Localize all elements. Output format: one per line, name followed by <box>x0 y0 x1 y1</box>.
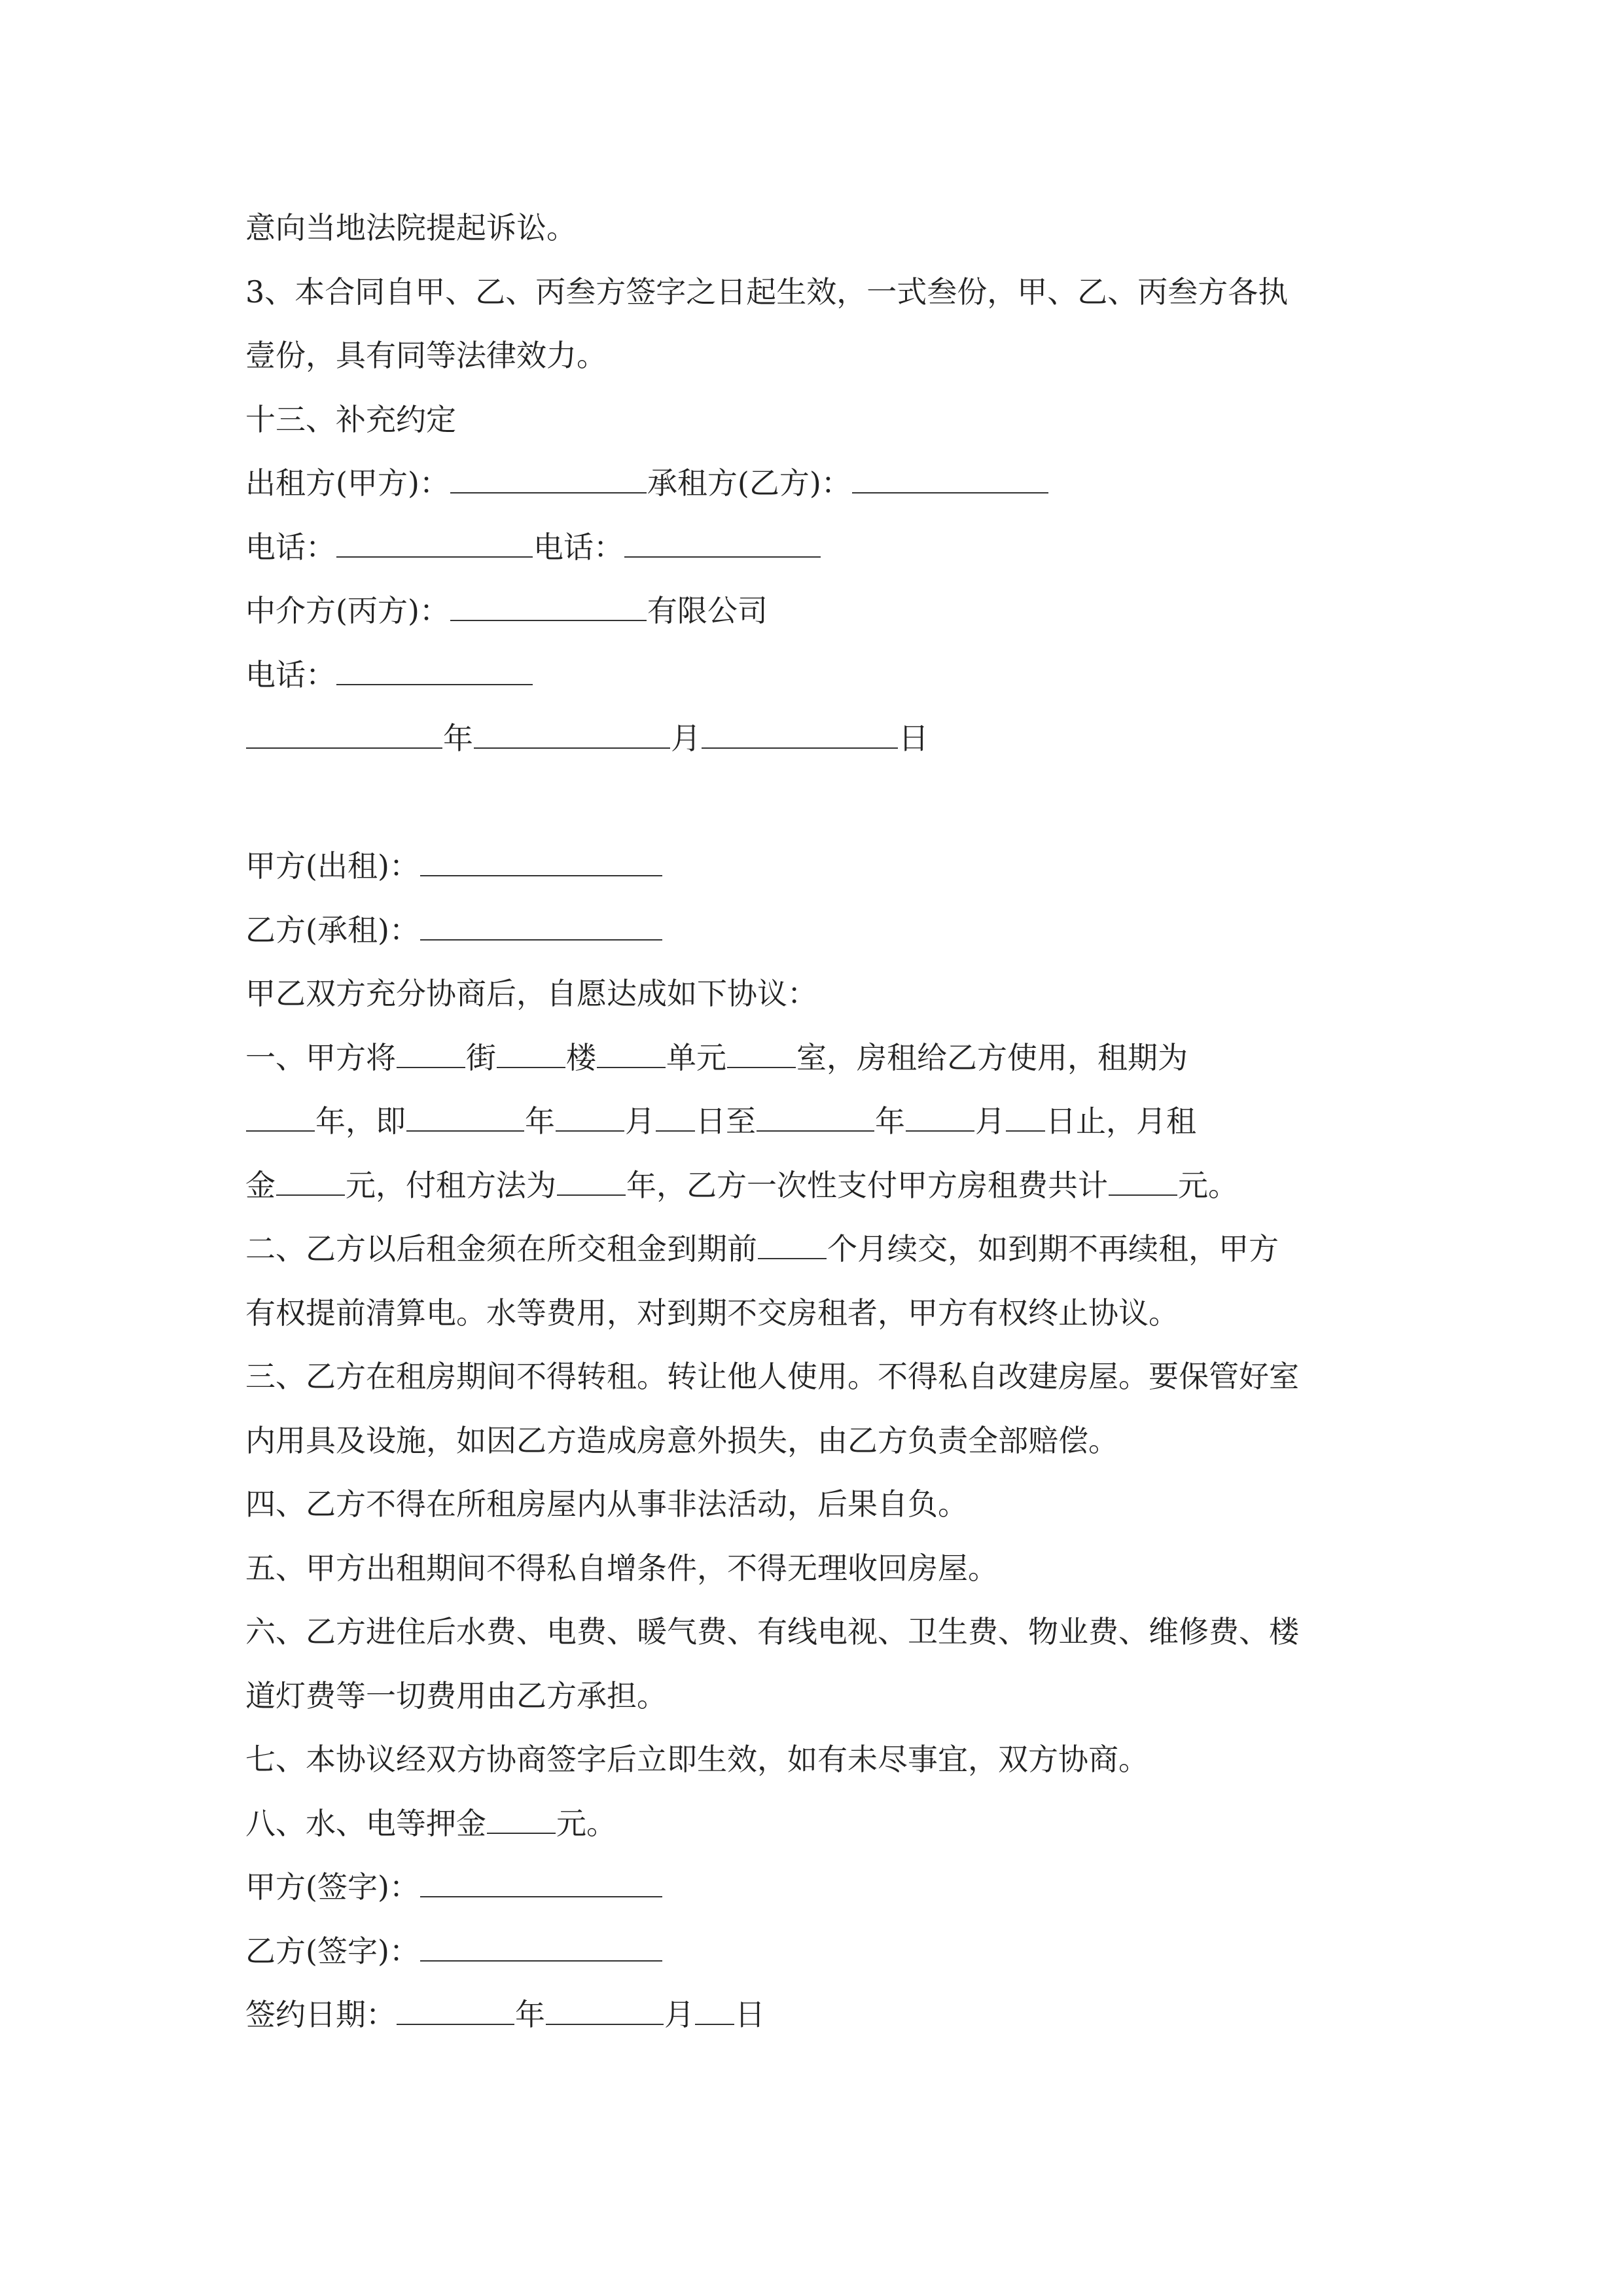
clause-text: 有权提前清算电。水等费用，对到期不交房租者，甲方有权终止协议。 <box>245 1295 1179 1331</box>
clause-text: 日至 <box>696 1103 756 1139</box>
label: 甲方(签字)： <box>245 1869 419 1905</box>
text-line <box>245 1345 1417 1409</box>
lessor-lessee-line <box>245 452 1417 516</box>
clause-text: 元。 <box>1178 1167 1238 1203</box>
blank-field <box>557 1164 626 1196</box>
phone-line <box>245 516 1417 580</box>
text-line <box>245 260 1417 325</box>
text-line <box>245 1537 1417 1601</box>
signing-date-line <box>245 1983 1417 2047</box>
blank-field <box>624 526 821 558</box>
blank-field <box>1109 1164 1177 1196</box>
clause-text: 月 <box>625 1103 655 1139</box>
section-heading <box>245 388 1417 452</box>
clause-text: 八、水、电等押金 <box>245 1805 486 1841</box>
blank-field <box>450 590 647 621</box>
blank-field <box>497 1037 565 1068</box>
blank-field <box>474 717 670 749</box>
clause-text: 七、本协议经双方协商签字后立即生效，如有未尽事宜，双方协商。 <box>245 1742 1149 1777</box>
clause-text: 室，房租给乙方使用，租期为 <box>796 1039 1188 1075</box>
clause-text: 年 <box>875 1103 905 1139</box>
blank-field <box>450 462 647 493</box>
blank-field <box>656 1100 695 1132</box>
clause-text: 年 <box>525 1103 555 1139</box>
text-line <box>245 324 1417 388</box>
blank-field <box>1006 1100 1045 1132</box>
clause-text: 壹份，具有同等法律效力。 <box>245 338 607 373</box>
clause-text: 年，即 <box>315 1103 406 1139</box>
blank-field <box>487 1803 556 1834</box>
clause-text: 元，付租方法为 <box>346 1167 556 1203</box>
blank-field <box>757 1100 874 1132</box>
agency-line <box>245 579 1417 643</box>
label: 签约日期： <box>245 1997 396 2032</box>
blank-field <box>336 526 533 558</box>
blank-field <box>702 717 898 749</box>
label: 年 <box>515 1997 545 2032</box>
label: 电话： <box>533 529 624 565</box>
label: 乙方(承租)： <box>245 912 419 948</box>
document-body <box>245 196 1417 2047</box>
blank-field <box>406 1100 524 1132</box>
label: 甲方(出租)： <box>245 848 419 884</box>
blank-field <box>695 1994 734 2025</box>
lessee-line <box>245 899 1417 963</box>
text-line <box>245 196 1417 260</box>
blank-field <box>556 1100 624 1132</box>
text-line <box>245 1600 1417 1664</box>
clause-2 <box>245 1217 1417 1282</box>
clause-text: 个月续交，如到期不再续租，甲方 <box>827 1231 1279 1266</box>
blank-field <box>758 1228 827 1259</box>
clause-text: 意向当地法院提起诉讼。 <box>245 210 577 245</box>
clause-text: 五、甲方出租期间不得私自增条件，不得无理收回房屋。 <box>245 1550 998 1586</box>
blank-field <box>397 1994 514 2025</box>
blank-field <box>597 1037 666 1068</box>
clause-text: 金 <box>245 1167 276 1203</box>
party-b-signature-line <box>245 1920 1417 1984</box>
clause-text: 3、本合同自甲、乙、丙叁方签字之日起生效，一式叁份，甲、乙、丙叁方各执 <box>245 274 1289 310</box>
signature-blank <box>420 1866 662 1897</box>
clause-text: 二、乙方以后租金须在所交租金到期前 <box>245 1231 757 1266</box>
clause-text: 三、乙方在租房期间不得转租。转让他人使用。不得私自改建房屋。要保管好室 <box>245 1359 1299 1394</box>
blank-field <box>906 1100 974 1132</box>
text-line <box>245 1664 1417 1729</box>
text-line <box>245 962 1417 1026</box>
label: 月 <box>664 1997 694 2032</box>
label: 出租方(甲方)： <box>245 465 450 501</box>
text-line <box>245 1282 1417 1346</box>
blank-field <box>246 1100 315 1132</box>
label: 日 <box>735 1997 765 2032</box>
text-line <box>245 1473 1417 1537</box>
label: 有限公司 <box>647 593 768 628</box>
clause-text: 楼 <box>566 1039 596 1075</box>
heading-text: 十三、补充约定 <box>245 401 456 437</box>
label: 电话： <box>245 529 336 565</box>
blank-field <box>276 1164 345 1196</box>
party-a-signature-line <box>245 1856 1417 1920</box>
blank-field <box>336 654 533 685</box>
blank-field <box>852 462 1048 493</box>
label: 年 <box>443 721 473 756</box>
clause-text: 四、乙方不得在所租房屋内从事非法活动，后果自负。 <box>245 1486 968 1522</box>
clause-1-cont <box>245 1090 1417 1154</box>
clause-text: 一、甲方将 <box>245 1039 396 1075</box>
clause-text: 街 <box>466 1039 496 1075</box>
signature-blank <box>420 1930 662 1962</box>
clause-1 <box>245 1026 1417 1090</box>
clause-1-cont <box>245 1154 1417 1218</box>
lessor-line <box>245 834 1417 899</box>
label: 日 <box>899 721 929 756</box>
blank-field <box>420 909 662 941</box>
label: 电话： <box>245 656 336 692</box>
spacer <box>245 771 1417 835</box>
clause-text: 甲乙双方充分协商后，自愿达成如下协议： <box>245 976 817 1011</box>
label: 承租方(乙方)： <box>647 465 851 501</box>
clause-text: 元。 <box>556 1805 616 1841</box>
label: 乙方(签字)： <box>245 1933 419 1969</box>
label: 月 <box>671 721 701 756</box>
blank-field <box>546 1994 664 2025</box>
clause-text: 单元 <box>666 1039 726 1075</box>
text-line <box>245 1728 1417 1792</box>
blank-field <box>727 1037 796 1068</box>
text-line <box>245 1409 1417 1473</box>
clause-text: 道灯费等一切费用由乙方承担。 <box>245 1677 667 1713</box>
blank-field <box>397 1037 465 1068</box>
blank-field <box>246 717 442 749</box>
clause-text: 年，乙方一次性支付甲方房租费共计 <box>626 1167 1108 1203</box>
clause-text: 六、乙方进住后水费、电费、暖气费、有线电视、卫生费、物业费、维修费、楼 <box>245 1614 1299 1649</box>
phone-line <box>245 643 1417 708</box>
clause-text: 月 <box>975 1103 1005 1139</box>
blank-field <box>420 845 662 876</box>
clause-text: 日止，月租 <box>1046 1103 1196 1139</box>
clause-8 <box>245 1792 1417 1856</box>
clause-text: 内用具及设施，如因乙方造成房意外损失，由乙方负责全部赔偿。 <box>245 1422 1118 1458</box>
date-line <box>245 707 1417 771</box>
label: 中介方(丙方)： <box>245 593 450 628</box>
